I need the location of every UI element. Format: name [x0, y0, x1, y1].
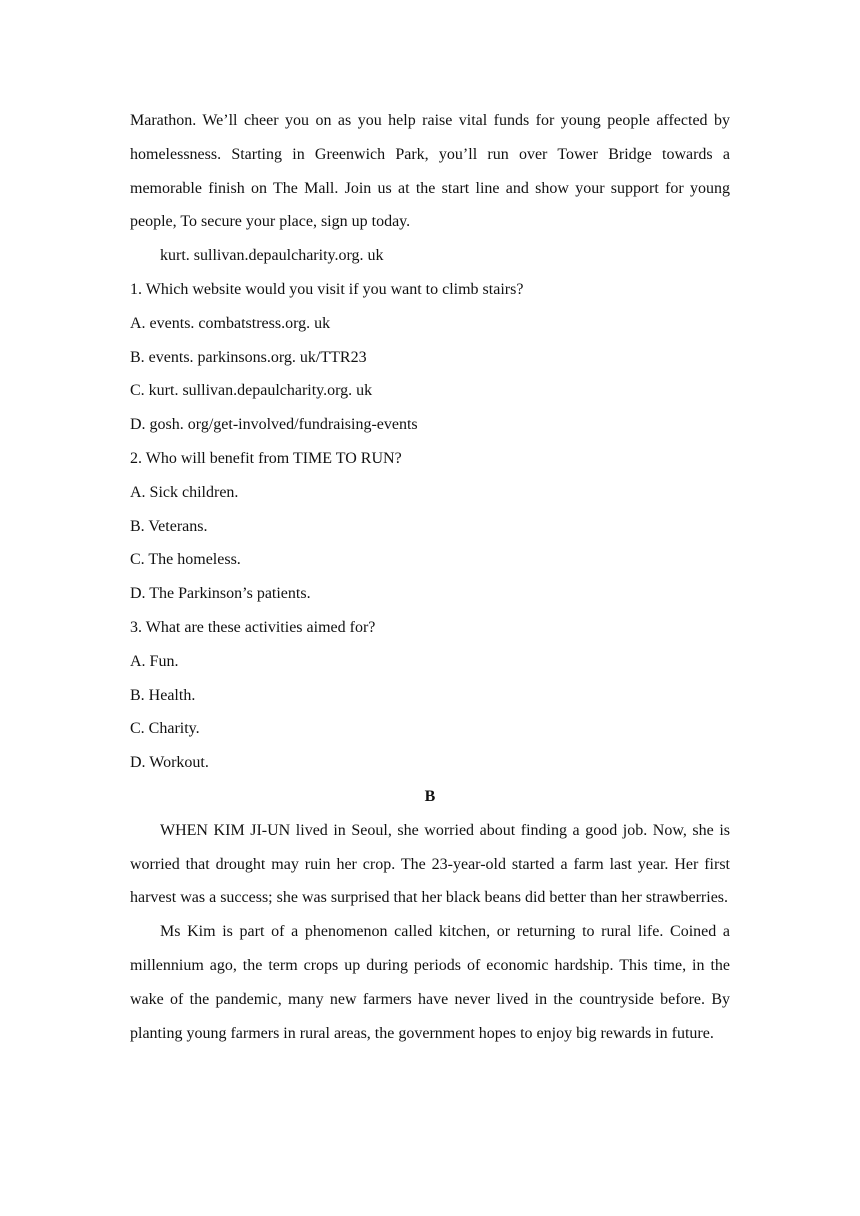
answer-option: B. Health.	[130, 686, 196, 704]
answer-option: D. The Parkinson’s patients.	[130, 585, 311, 603]
question-3	[130, 611, 730, 780]
answer-option: A. Fun.	[130, 652, 179, 670]
question-stem: 2. Who will benefit from TIME TO RUN?	[130, 449, 402, 467]
answer-option: B. events. parkinsons.org. uk/TTR23	[130, 348, 367, 366]
document-page	[130, 104, 730, 1050]
answer-option: D. gosh. org/get-involved/fundraising-events	[130, 416, 418, 434]
question-stem: 3. What are these activities aimed for?	[130, 618, 376, 636]
passage-a-continuation: Marathon. We’ll cheer you on as you help raise vital funds for young people affected by homelessness. Starting in Greenwich Park, you’ll run over Tower Bridge towards a memorable finish on The Mall. Join us at the start line and show your support for young people, To secure your place, sign up today.	[130, 112, 730, 231]
answer-option: D. Workout.	[130, 754, 209, 772]
answer-option: C. kurt. sullivan.depaulcharity.org. uk	[130, 382, 373, 400]
question-1	[130, 273, 730, 442]
question-2	[130, 442, 730, 611]
section-heading: B	[424, 787, 436, 805]
answer-option: A. events. combatstress.org. uk	[130, 314, 331, 332]
answer-option: A. Sick children.	[130, 483, 239, 501]
passage-b-paragraph-1: WHEN KIM JI-UN lived in Seoul, she worried about finding a good job. Now, she is worried that drought may ruin her crop. The 23-year-old started a farm last year. Her first harvest was a success; she was surprised that her black beans did better than her strawberries.	[130, 821, 730, 907]
passage-a-website: kurt. sullivan.depaulcharity.org. uk	[160, 247, 384, 265]
answer-option: C. Charity.	[130, 720, 200, 738]
answer-option: C. The homeless.	[130, 551, 241, 569]
question-stem: 1. Which website would you visit if you want to climb stairs?	[130, 280, 524, 298]
answer-option: B. Veterans.	[130, 517, 208, 535]
passage-b-paragraph-2: Ms Kim is part of a phenomenon called kitchen, or returning to rural life. Coined a millennium ago, the term crops up during periods of economic hardship. This time, in the wake of the pandemic, many new farmers have never lived in the countryside before. By planting young farmers in rural areas, the government hopes to enjoy big rewards in future.	[130, 923, 730, 1042]
